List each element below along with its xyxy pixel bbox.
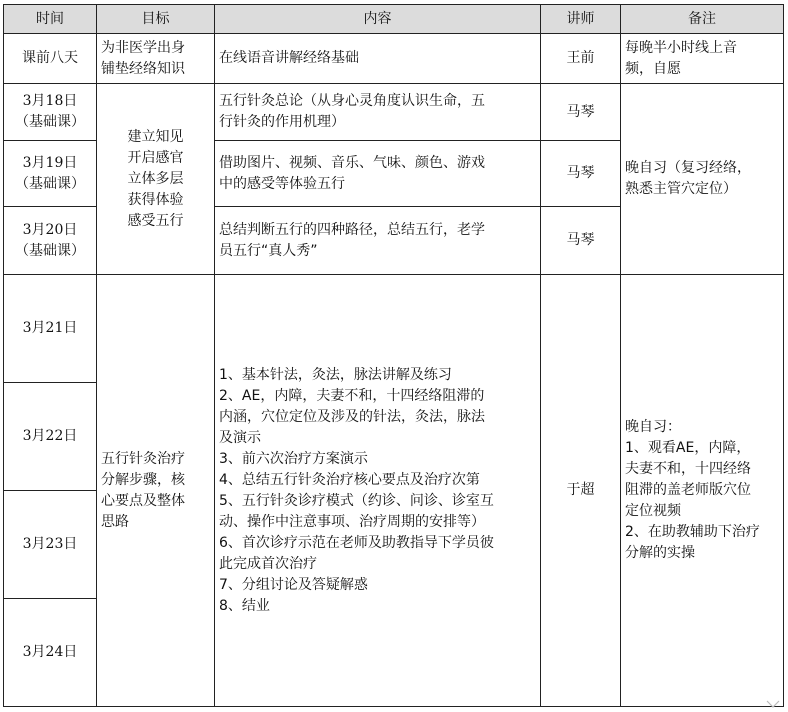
date-text: 3月20日 — [22, 221, 78, 238]
note-line: 每晚半小时线上音 — [625, 39, 737, 56]
date-text: 3月19日 — [22, 154, 78, 171]
time-cell: 3月23日 — [4, 491, 97, 599]
header-teacher: 讲师 — [541, 5, 621, 34]
note-line: 晚自习（复习经络， — [625, 160, 751, 176]
time-cell: 课前八天 — [4, 34, 97, 84]
content-line: 7、分组讨论及答疑解惑 — [219, 576, 368, 593]
content-line: 中的感受等体验五行 — [219, 175, 345, 192]
time-cell: 3月22日 — [4, 383, 97, 491]
goal-line: 立体多层 — [127, 170, 184, 187]
header-goal: 目标 — [97, 5, 215, 34]
note-cell — [621, 34, 784, 84]
content-line: 员五行“真人秀” — [219, 242, 318, 259]
content-line: 1、基本针法，灸法，脉法讲解及练习 — [219, 366, 452, 383]
goal-line: 建立知见 — [127, 128, 184, 145]
header-row — [4, 5, 784, 34]
content-line: 8、结业 — [219, 597, 270, 614]
teacher-cell: 王前 — [541, 34, 621, 84]
time-cell — [4, 207, 97, 275]
goal-line: 铺垫经络知识 — [101, 60, 185, 77]
table-row — [4, 34, 784, 84]
note-line: 阻滞的盖老师版穴位 — [625, 482, 751, 498]
teacher-cell: 马琴 — [541, 141, 621, 207]
goal-line: 开启感官 — [127, 149, 184, 166]
schedule-table — [3, 4, 784, 707]
date-text: 3月18日 — [22, 93, 78, 109]
course-type: （基础课） — [15, 242, 85, 259]
content-line: 及演示 — [219, 429, 261, 446]
goal-line: 思路 — [101, 513, 129, 530]
content-line: 五行针灸总论（从身心灵角度认识生命，五 — [219, 93, 485, 109]
content-line: 5、五行针灸诊疗模式（约诊、问诊、诊室互 — [219, 492, 494, 509]
table-row — [4, 84, 784, 141]
goal-line: 心要点及整体 — [101, 492, 185, 509]
content-cell — [215, 207, 541, 275]
goal-line: 五行针灸治疗 — [101, 450, 185, 467]
schedule-table-wrapper — [3, 4, 784, 707]
corner-arrow-icon — [766, 700, 780, 708]
note-line: 1、观看AE，内障， — [625, 440, 751, 456]
teacher-cell-advanced: 于超 — [541, 275, 621, 707]
content-line: 借助图片、视频、音乐、气味、颜色、游戏 — [219, 154, 485, 171]
header-time: 时间 — [4, 5, 97, 34]
content-line: 6、首次诊疗示范在老师及助教指导下学员彼 — [219, 534, 494, 551]
goal-cell-basic — [97, 84, 215, 275]
goal-line: 感受五行 — [127, 212, 184, 229]
content-line: 3、前六次治疗方案演示 — [219, 450, 368, 467]
note-line: 定位视频 — [625, 503, 681, 519]
content-line: 2、AE，内障，夫妻不和，十四经络阻滞的 — [219, 387, 485, 404]
time-cell: 3月21日 — [4, 275, 97, 383]
content-line: 此完成首次治疗 — [219, 555, 317, 572]
goal-cell-advanced — [97, 275, 215, 707]
note-cell-basic — [621, 84, 784, 275]
time-cell — [4, 84, 97, 141]
note-line: 晚自习： — [625, 419, 681, 435]
time-cell — [4, 141, 97, 207]
content-line: 总结判断五行的四种路径，总结五行，老学 — [219, 221, 485, 238]
table-row — [4, 275, 784, 383]
header-note: 备注 — [621, 5, 784, 34]
note-line: 2、在助教辅助下治疗 — [625, 524, 760, 540]
course-type: （基础课） — [15, 114, 85, 130]
note-line: 频，自愿 — [625, 60, 681, 77]
time-cell: 3月24日 — [4, 599, 97, 707]
goal-line: 获得体验 — [127, 191, 184, 208]
note-cell-advanced — [621, 275, 784, 707]
note-line: 熟悉主管穴定位） — [625, 181, 737, 197]
content-line: 内涵，穴位定位及涉及的针法，灸法，脉法 — [219, 408, 485, 425]
note-line: 夫妻不和，十四经络 — [625, 461, 751, 477]
header-content: 内容 — [215, 5, 541, 34]
content-cell: 在线语音讲解经络基础 — [215, 34, 541, 84]
content-line: 行针灸的作用机理） — [219, 114, 345, 130]
teacher-cell: 马琴 — [541, 84, 621, 141]
content-cell — [215, 141, 541, 207]
content-line: 4、总结五行针灸治疗核心要点及治疗次第 — [219, 471, 480, 488]
note-line: 分解的实操 — [625, 545, 695, 561]
content-cell-advanced — [215, 275, 541, 707]
teacher-cell: 马琴 — [541, 207, 621, 275]
course-type: （基础课） — [15, 175, 85, 192]
content-line: 动、操作中注意事项、治疗周期的安排等） — [219, 513, 485, 530]
goal-line: 为非医学出身 — [101, 39, 185, 56]
content-cell — [215, 84, 541, 141]
goal-line: 分解步骤，核 — [101, 471, 185, 488]
goal-cell — [97, 34, 215, 84]
